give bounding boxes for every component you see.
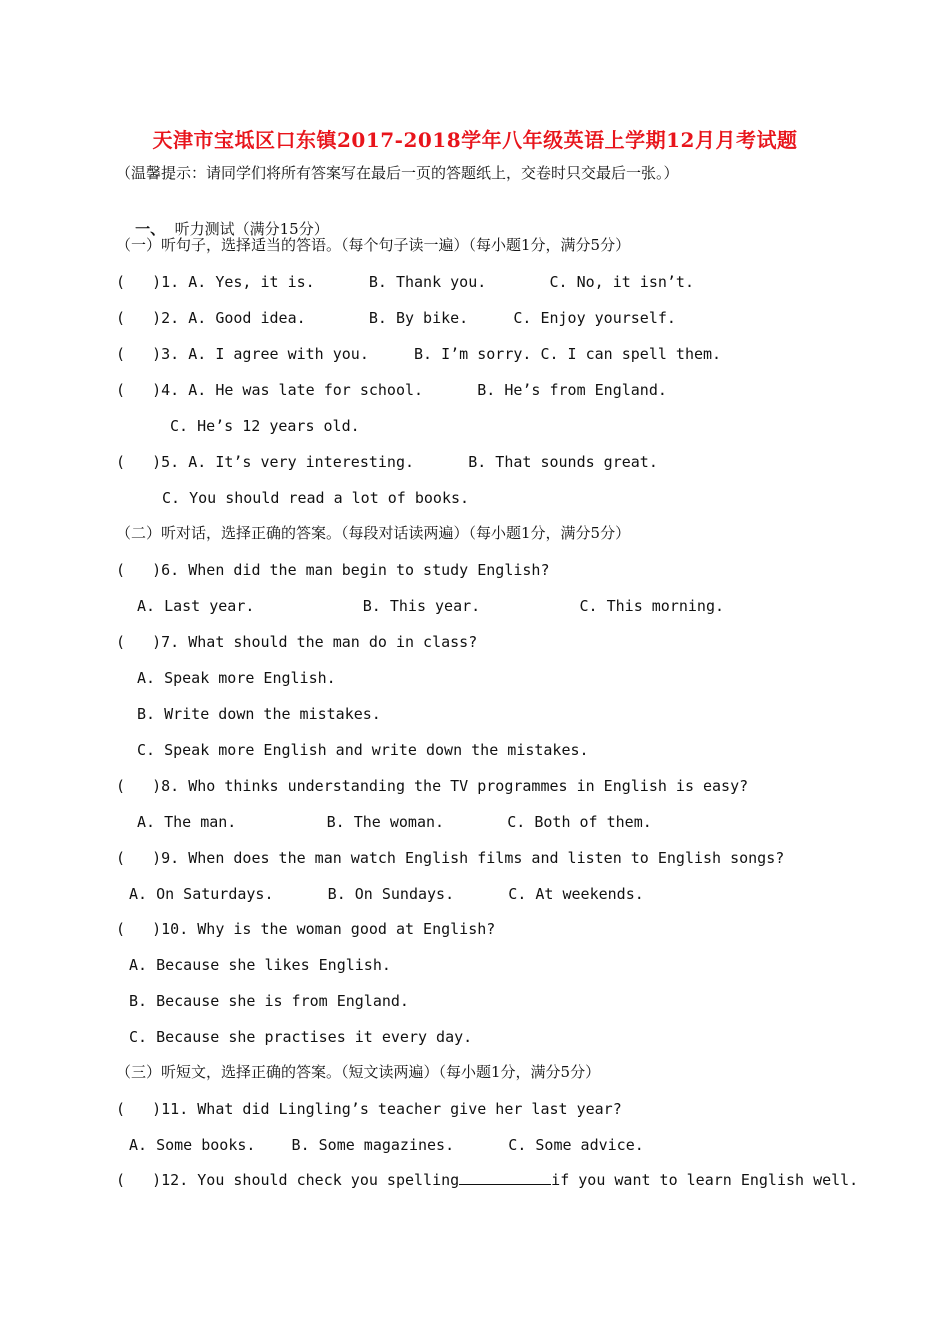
answer-blank xyxy=(459,1170,551,1185)
question-10-option-a: A. Because she likes English. xyxy=(129,956,391,974)
question-10: ( )10. Why is the woman good at English? xyxy=(116,920,496,938)
question-12-text-end: if you want to learn English well. xyxy=(551,1171,859,1189)
question-9: ( )9. When does the man watch English films and listen to English songs? xyxy=(116,849,785,867)
part3-heading: （三）听短文，选择正确的答案。（短文读两遍）（每小题1分，满分5分） xyxy=(116,1063,601,1081)
part1-heading: （一）听句子，选择适当的答语。（每个句子读一遍）（每小题1分，满分5分） xyxy=(116,236,631,254)
part2-heading: （二）听对话，选择正确的答案。（每段对话读两遍）（每小题1分，满分5分） xyxy=(116,524,631,542)
question-4: ( )4. A. He was late for school. B. He’s from England. xyxy=(116,381,667,399)
question-11: ( )11. What did Lingling’s teacher give her last year? xyxy=(116,1100,622,1118)
question-11-options: A. Some books. B. Some magazines. C. Some advice. xyxy=(129,1136,644,1154)
question-6-options: A. Last year. B. This year. C. This morning. xyxy=(137,597,724,615)
question-5: ( )5. A. It’s very interesting. B. That sounds great. xyxy=(116,453,658,471)
section-label: 听力测试（满分15分） xyxy=(165,220,329,238)
question-9-options: A. On Saturdays. B. On Sundays. C. At weekends. xyxy=(129,885,644,903)
question-10-option-b: B. Because she is from England. xyxy=(129,992,409,1010)
question-7-option-c: C. Speak more English and write down the mistakes. xyxy=(137,741,589,759)
question-12 xyxy=(116,1170,858,1190)
question-7: ( )7. What should the man do in class? xyxy=(116,633,478,651)
question-8: ( )8. Who thinks understanding the TV programmes in English is easy? xyxy=(116,777,749,795)
question-10-option-c: C. Because she practises it every day. xyxy=(129,1028,473,1046)
question-7-option-b: B. Write down the mistakes. xyxy=(137,705,381,723)
question-7-option-a: A. Speak more English. xyxy=(137,669,336,687)
question-5-option-c: C. You should read a lot of books. xyxy=(162,489,470,507)
question-1: ( )1. A. Yes, it is. B. Thank you. C. No, it isn’t. xyxy=(116,273,694,291)
question-12-text-start: ( )12. You should check you spelling xyxy=(116,1171,460,1189)
section-number: 一、 xyxy=(135,220,166,238)
question-8-options: A. The man. B. The woman. C. Both of them. xyxy=(137,813,652,831)
exam-title: 天津市宝坻区口东镇2017-2018学年八年级英语上学期12月月考试题 xyxy=(152,128,798,152)
question-4-option-c: C. He’s 12 years old. xyxy=(170,417,360,435)
question-6: ( )6. When did the man begin to study English? xyxy=(116,561,550,579)
question-2: ( )2. A. Good idea. B. By bike. C. Enjoy yourself. xyxy=(116,309,676,327)
tip-text: （温馨提示：请同学们将所有答案写在最后一页的答题纸上，交卷时只交最后一张。） xyxy=(116,164,679,182)
question-3: ( )3. A. I agree with you. B. I’m sorry. C. I can spell them. xyxy=(116,345,722,363)
